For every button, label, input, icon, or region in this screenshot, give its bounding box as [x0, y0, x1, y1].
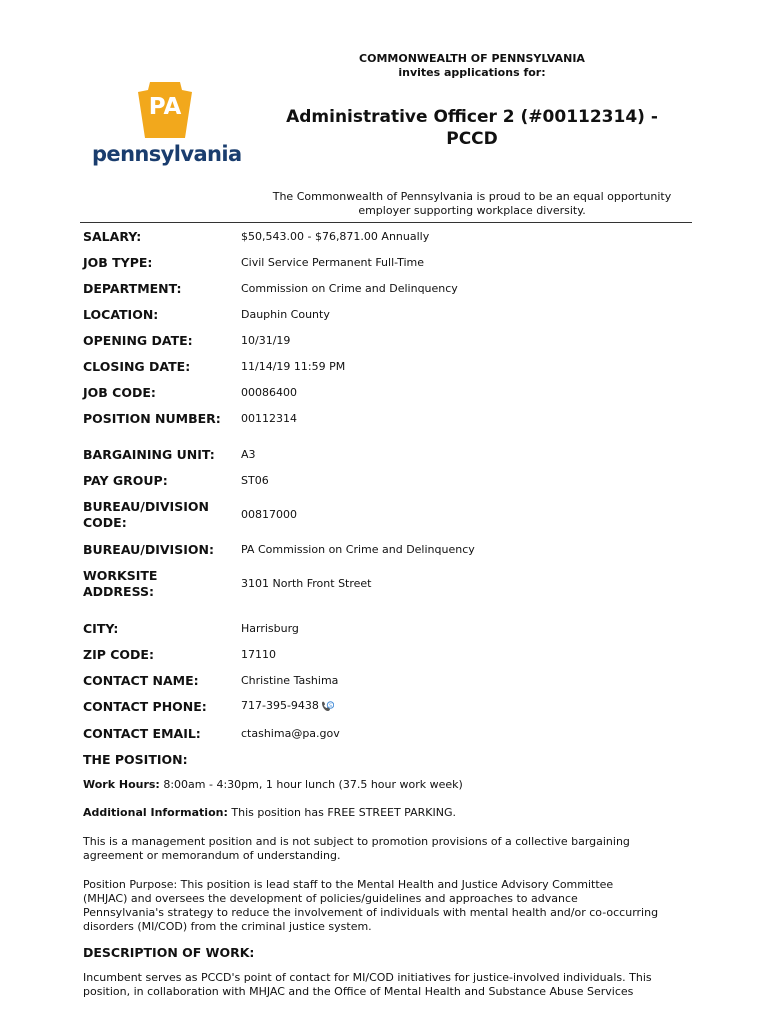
- header-divider: [80, 222, 692, 223]
- field-label: JOB TYPE:: [83, 255, 153, 270]
- field-label: CITY:: [83, 621, 119, 636]
- field-value: 11/14/19 11:59 PM: [241, 360, 346, 373]
- field-label: PAY GROUP:: [83, 473, 168, 488]
- field-label: DEPARTMENT:: [83, 281, 182, 296]
- eeo-line-1: The Commonwealth of Pennsylvania is proud to be an equal opportunity: [272, 190, 672, 203]
- field-value: $50,543.00 - $76,871.00 Annually: [241, 230, 430, 243]
- field-value: 00086400: [241, 386, 297, 399]
- field-value: Harrisburg: [241, 622, 299, 635]
- position-purpose: [83, 878, 693, 934]
- paragraph-line: position, in collaboration with MHJAC and the Office of Mental Health and Substance Abuse Services: [83, 985, 634, 998]
- additional-information: [83, 806, 693, 820]
- paragraph-line: disorders (MI/COD) from the criminal justice system.: [83, 920, 372, 933]
- field-label: POSITION NUMBER:: [83, 411, 221, 426]
- description-text: [83, 971, 693, 999]
- additional-info-text: This position has FREE STREET PARKING.: [227, 806, 456, 819]
- field-label: ZIP CODE:: [83, 647, 154, 662]
- field-label: CONTACT PHONE:: [83, 699, 207, 714]
- field-label: JOB CODE:: [83, 385, 156, 400]
- eeo-statement: [262, 190, 682, 218]
- paragraph-line: (MHJAC) and oversees the development of policies/guidelines and approaches to advance: [83, 892, 578, 905]
- management-note: [83, 835, 693, 863]
- field-value: ST06: [241, 474, 269, 487]
- org-header: [262, 52, 682, 80]
- field-value: 00112314: [241, 412, 297, 425]
- paragraph-line: This is a management position and is not subject to promotion provisions of a collective bargaining: [83, 835, 630, 848]
- paragraph-line: agreement or memorandum of understanding.: [83, 849, 341, 862]
- field-label: LOCATION:: [83, 307, 159, 322]
- field-label: [83, 568, 235, 600]
- svg-text:S: S: [329, 703, 332, 709]
- field-label: CLOSING DATE:: [83, 359, 191, 374]
- job-title-line-1: Administrative Officer 2 (#00112314) -: [286, 107, 658, 127]
- paragraph-line: Incumbent serves as PCCD's point of contact for MI/COD initiatives for justice-involved individuals. This: [83, 971, 652, 984]
- field-label: CONTACT EMAIL:: [83, 726, 201, 741]
- field-label: BARGAINING UNIT:: [83, 447, 215, 462]
- work-hours: [83, 778, 693, 792]
- field-label: OPENING DATE:: [83, 333, 193, 348]
- field-label-line-2: ADDRESS:: [83, 584, 155, 599]
- field-label-line-1: BUREAU/DIVISION: [83, 499, 209, 514]
- eeo-line-2: employer supporting workplace diversity.: [358, 204, 586, 217]
- paragraph-line: Pennsylvania's strategy to reduce the involvement of individuals with mental health and/or co-occurring: [83, 906, 659, 919]
- field-label: SALARY:: [83, 229, 142, 244]
- org-line-2: invites applications for:: [398, 66, 546, 79]
- field-label: [83, 499, 235, 531]
- job-title-line-2: PCCD: [446, 129, 498, 149]
- field-label-line-1: WORKSITE: [83, 568, 158, 583]
- position-heading: THE POSITION:: [83, 752, 188, 767]
- field-label: BUREAU/DIVISION:: [83, 542, 214, 557]
- org-line-1: COMMONWEALTH OF PENNSYLVANIA: [359, 52, 585, 65]
- field-label-line-2: CODE:: [83, 515, 127, 530]
- work-hours-label: Work Hours:: [83, 778, 160, 791]
- field-value: Commission on Crime and Delinquency: [241, 282, 458, 295]
- description-heading: DESCRIPTION OF WORK:: [83, 945, 255, 960]
- contact-email-link[interactable]: ctashima@pa.gov: [241, 727, 340, 740]
- field-value: 10/31/19: [241, 334, 291, 347]
- additional-info-label: Additional Information:: [83, 806, 228, 819]
- skype-call-icon[interactable]: [320, 700, 334, 712]
- field-value: 3101 North Front Street: [241, 577, 372, 590]
- job-title: [262, 106, 682, 150]
- field-value: Civil Service Permanent Full-Time: [241, 256, 425, 269]
- pennsylvania-logo: [92, 82, 242, 172]
- paragraph-line: Position Purpose: This position is lead staff to the Mental Health and Justice Advisory Committee: [83, 878, 614, 891]
- logo-wordmark: pennsylvania: [92, 142, 242, 166]
- field-value: A3: [241, 448, 256, 461]
- field-value: 00817000: [241, 508, 297, 521]
- field-label: CONTACT NAME:: [83, 673, 199, 688]
- field-value: 17110: [241, 648, 276, 661]
- logo-badge-text: PA: [148, 94, 182, 120]
- contact-phone-link[interactable]: 717-395-9438: [241, 699, 319, 712]
- field-value: PA Commission on Crime and Delinquency: [241, 543, 475, 556]
- field-value: Dauphin County: [241, 308, 330, 321]
- field-value: [241, 699, 334, 713]
- work-hours-text: 8:00am - 4:30pm, 1 hour lunch (37.5 hour work week): [159, 778, 463, 791]
- field-value: Christine Tashima: [241, 674, 339, 687]
